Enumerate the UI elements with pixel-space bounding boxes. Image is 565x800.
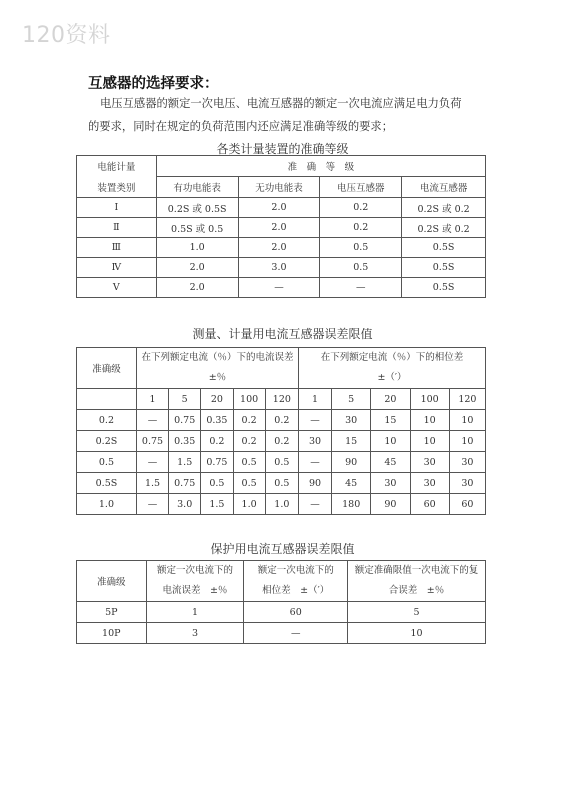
- table-cell: 0.2: [320, 218, 402, 238]
- table-cell: 0.5S: [402, 238, 486, 258]
- table-cell: 0.2: [320, 198, 402, 218]
- table-cell: —: [136, 410, 168, 431]
- table2-current-error-header: [136, 348, 298, 389]
- measurement-ct-error-table: [76, 347, 486, 515]
- table-cell: 60: [449, 494, 485, 515]
- table-cell: 60: [410, 494, 449, 515]
- table-cell: 10: [348, 623, 486, 644]
- table-cell: 1.0: [265, 494, 298, 515]
- header-line: 额定一次电流下的: [156, 565, 233, 576]
- table-cell: 0.5S 或 0.5: [156, 218, 238, 238]
- table-cell: —: [320, 278, 402, 298]
- table-cell: 90: [371, 494, 410, 515]
- table-cell: —: [136, 494, 168, 515]
- table-row: [77, 410, 486, 431]
- header-line: ±％: [208, 372, 227, 383]
- table-row: [77, 258, 486, 278]
- table-cell: 60: [244, 602, 348, 623]
- table-cell: 0.2: [233, 410, 265, 431]
- table-cell: 1: [136, 389, 168, 410]
- table3-composite-error-header: [348, 561, 486, 602]
- table1-header-cell: 有功电能表: [156, 177, 238, 198]
- table-cell: 0.75: [169, 473, 201, 494]
- table-cell: Ⅰ: [77, 198, 157, 218]
- table-cell: 3.0: [238, 258, 320, 278]
- table-cell: —: [238, 278, 320, 298]
- table-cell: 0.5: [320, 238, 402, 258]
- table-cell: 1.5: [201, 494, 233, 515]
- header-line: 在下列额定电流（％）下的相位差: [320, 352, 464, 363]
- table-cell: 180: [332, 494, 371, 515]
- table-cell: 2.0: [156, 258, 238, 278]
- table-cell: 1.0: [77, 494, 137, 515]
- watermark-logo: 120资料: [22, 23, 111, 48]
- table-cell: 30: [371, 473, 410, 494]
- accuracy-class-table: [76, 155, 486, 298]
- table2-caption: 测量、计量用电流互感器误差限值: [192, 327, 373, 341]
- table-cell: 2.0: [238, 218, 320, 238]
- table1-header-row: [77, 156, 486, 177]
- table-cell: 15: [371, 410, 410, 431]
- table-cell: 120: [449, 389, 485, 410]
- table-cell: 0.2: [265, 410, 298, 431]
- table-cell: 1.5: [169, 452, 201, 473]
- table-cell: 10: [410, 410, 449, 431]
- table-cell: 2.0: [238, 238, 320, 258]
- table-cell: 90: [299, 473, 332, 494]
- table3-col0-header: 准确级: [77, 561, 147, 602]
- table-row: [77, 238, 486, 258]
- header-line: 相位差 ±（′）: [262, 585, 330, 596]
- table-row: [77, 494, 486, 515]
- table-cell: 10: [449, 431, 485, 452]
- header-line: 在下列额定电流（％）下的电流误差: [141, 352, 294, 363]
- table-cell: —: [299, 452, 332, 473]
- table3-header-row: [77, 561, 486, 602]
- header-line: ±（′）: [377, 372, 407, 383]
- table-cell: 0.2S 或 0.2: [402, 198, 486, 218]
- table-cell: 2.0: [156, 278, 238, 298]
- table-cell: 0.5: [201, 473, 233, 494]
- table3-caption: 保护用电流互感器误差限值: [210, 542, 355, 556]
- table-row: [77, 473, 486, 494]
- table-cell: —: [299, 410, 332, 431]
- table-cell: 45: [371, 452, 410, 473]
- table-cell: 0.5S: [402, 278, 486, 298]
- table3-current-error-header: [146, 561, 244, 602]
- paragraph-line-2: 的要求，同时在规定的负荷范围内还应满足准确等级的要求；: [88, 120, 394, 133]
- table-row: [77, 623, 486, 644]
- table-cell: 0.2: [201, 431, 233, 452]
- table2-header-row: [77, 348, 486, 389]
- table-cell: 0.2: [233, 431, 265, 452]
- table-cell: 10: [449, 410, 485, 431]
- table2-subheader-row: [77, 389, 486, 410]
- table-cell: 0.75: [136, 431, 168, 452]
- table-cell: 0.2: [265, 431, 298, 452]
- table-cell: 0.5S: [402, 258, 486, 278]
- table-cell: —: [244, 623, 348, 644]
- table1-header-cell: 无功电能表: [238, 177, 320, 198]
- table-cell: 5: [348, 602, 486, 623]
- table-cell: 0.35: [169, 431, 201, 452]
- header-line: 电流误差 ±％: [162, 585, 228, 596]
- table-cell: 30: [299, 431, 332, 452]
- table-cell: 30: [410, 452, 449, 473]
- table1-col0-header-top: 电能计量: [77, 156, 157, 177]
- table-cell: 1.0: [233, 494, 265, 515]
- table-row: [77, 198, 486, 218]
- table-cell: 1: [299, 389, 332, 410]
- table1-group-header: 准 确 等 级: [156, 156, 485, 177]
- protection-ct-error-table: [76, 560, 486, 644]
- paragraph-line-1: 电压互感器的额定一次电压、电流互感器的额定一次电流应满足电力负荷: [100, 97, 462, 110]
- table-cell: 30: [449, 473, 485, 494]
- table-cell: 1.0: [156, 238, 238, 258]
- table-cell: —: [136, 452, 168, 473]
- table-cell: 2.0: [238, 198, 320, 218]
- table-cell: 10P: [77, 623, 147, 644]
- table-cell: —: [299, 494, 332, 515]
- table-cell: [77, 389, 137, 410]
- table-cell: Ⅴ: [77, 278, 157, 298]
- table2-col0-header: 准确级: [77, 348, 137, 389]
- table-cell: Ⅳ: [77, 258, 157, 278]
- table-row: [77, 602, 486, 623]
- table-cell: 0.5: [77, 452, 137, 473]
- table-cell: Ⅲ: [77, 238, 157, 258]
- table-cell: 30: [449, 452, 485, 473]
- table1-header-cell: 电压互感器: [320, 177, 402, 198]
- table2-phase-error-header: [299, 348, 486, 389]
- table-cell: 0.5: [265, 473, 298, 494]
- table-cell: 0.5S: [77, 473, 137, 494]
- header-line: 合误差 ±％: [388, 585, 445, 596]
- table-cell: 45: [332, 473, 371, 494]
- table1-col0-header-bottom: 装置类别: [77, 177, 157, 198]
- table-row: [77, 278, 486, 298]
- table-cell: 0.5: [320, 258, 402, 278]
- table-cell: 0.2S 或 0.2: [402, 218, 486, 238]
- table-cell: 100: [410, 389, 449, 410]
- table-cell: 0.2S 或 0.5S: [156, 198, 238, 218]
- table-cell: 10: [371, 431, 410, 452]
- table-cell: 0.2S: [77, 431, 137, 452]
- table-row: [77, 452, 486, 473]
- table-cell: 0.2: [77, 410, 137, 431]
- table-row: [77, 431, 486, 452]
- table-cell: 100: [233, 389, 265, 410]
- table-cell: 0.75: [169, 410, 201, 431]
- table-cell: 5: [169, 389, 201, 410]
- table-cell: 3.0: [169, 494, 201, 515]
- table3-phase-error-header: [244, 561, 348, 602]
- table-cell: 1: [146, 602, 244, 623]
- table-cell: 0.5: [233, 473, 265, 494]
- table-cell: 0.75: [201, 452, 233, 473]
- header-line: 额定一次电流下的: [257, 565, 334, 576]
- table-cell: 1.5: [136, 473, 168, 494]
- table-cell: 5: [332, 389, 371, 410]
- table-cell: 20: [201, 389, 233, 410]
- table-cell: 90: [332, 452, 371, 473]
- section-heading: 互感器的选择要求：: [88, 76, 219, 92]
- table-cell: 30: [410, 473, 449, 494]
- table-cell: 120: [265, 389, 298, 410]
- table-row: [77, 218, 486, 238]
- table-cell: 5P: [77, 602, 147, 623]
- table-cell: 15: [332, 431, 371, 452]
- table-cell: 0.5: [233, 452, 265, 473]
- table1-subheader-row: [77, 177, 486, 198]
- table1-header-cell: 电流互感器: [402, 177, 486, 198]
- table-cell: 3: [146, 623, 244, 644]
- table1-caption: 各类计量装置的准确等级: [216, 142, 349, 156]
- table-cell: Ⅱ: [77, 218, 157, 238]
- table-cell: 30: [332, 410, 371, 431]
- header-line: 额定准确限值一次电流下的复: [354, 565, 479, 576]
- table-cell: 10: [410, 431, 449, 452]
- table-cell: 0.5: [265, 452, 298, 473]
- table-cell: 20: [371, 389, 410, 410]
- table-cell: 0.35: [201, 410, 233, 431]
